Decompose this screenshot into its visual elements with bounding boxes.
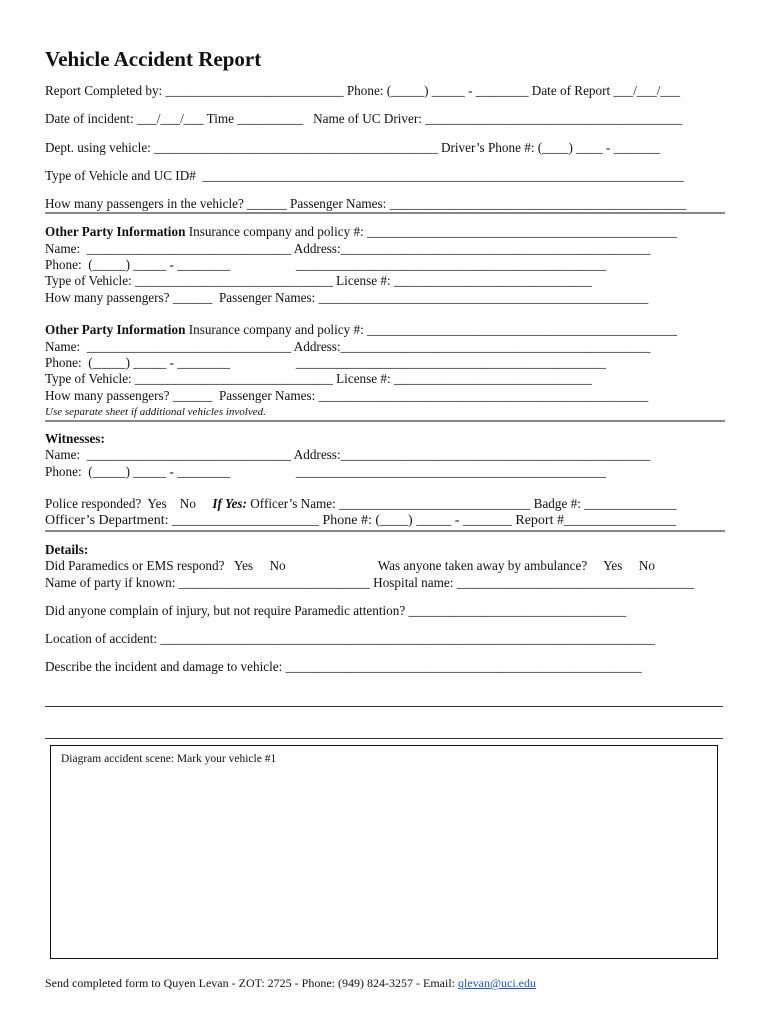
location-line[interactable]: Location of accident: ___________________________________________________________________________ — [45, 631, 655, 646]
section-divider — [45, 530, 725, 532]
witness-name-line[interactable]: Name: _______________________________ Address:_______________________________________________ — [45, 447, 651, 462]
passengers-line[interactable]: How many passengers in the vehicle? ______ Passenger Names: _____________________________________________ — [45, 196, 687, 211]
party-hospital-line[interactable]: Name of party if known: _____________________________ Hospital name: ____________________________________ — [45, 575, 695, 590]
injury-complaint-line[interactable]: Did anyone complain of injury, but not require Paramedic attention? _________________________________ — [45, 603, 627, 618]
party1-phone-line[interactable]: Phone: (_____) _____ - ________ _______________________________________________ — [45, 257, 606, 272]
party2-phone-line[interactable]: Phone: (_____) _____ - ________ _______________________________________________ — [45, 355, 606, 370]
party2-heading: Other Party Information — [45, 322, 186, 337]
party1-vehicle-type-line[interactable]: Type of Vehicle: ______________________________ License #: ______________________________ — [45, 273, 592, 288]
diagram-box[interactable] — [50, 745, 718, 959]
officer-name-field[interactable]: Officer’s Name: _____________________________ Badge #: ______________ — [246, 496, 677, 511]
witness-phone-line[interactable]: Phone: (_____) _____ - ________ _______________________________________________ — [45, 464, 606, 479]
party1-insurance-field[interactable]: Insurance company and policy #: _______________________________________________ — [185, 224, 677, 239]
party2-insurance-line[interactable] — [45, 322, 677, 338]
if-yes-label: If Yes: — [212, 496, 247, 511]
details-heading: Details: — [45, 542, 89, 557]
description-blank-line[interactable] — [45, 706, 723, 707]
diagram-label: Diagram accident scene: Mark your vehicle #1 — [61, 753, 277, 765]
footer-text: Send completed form to Quyen Levan - ZOT: 2725 - Phone: (949) 824-3257 - Email: — [45, 976, 458, 990]
date-of-incident-line[interactable]: Date of incident: ___/___/___ Time __________ Name of UC Driver: _______________________________________ — [45, 111, 683, 126]
party2-name-line[interactable]: Name: _______________________________ Address:_______________________________________________ — [45, 339, 651, 354]
paramedics-line[interactable]: Did Paramedics or EMS respond? Yes No Was anyone taken away by ambulance? Yes No — [45, 558, 655, 573]
description-blank-line[interactable] — [45, 738, 723, 739]
party1-insurance-line[interactable] — [45, 224, 677, 240]
section-divider — [45, 212, 725, 214]
police-responded-line[interactable] — [45, 496, 677, 512]
describe-incident-line[interactable]: Describe the incident and damage to vehicle: ______________________________________________________ — [45, 659, 642, 674]
witnesses-heading: Witnesses: — [45, 431, 105, 446]
footer — [45, 976, 536, 991]
report-completed-line[interactable]: Report Completed by: ___________________________ Phone: (_____) _____ - ________ Date of Report ___/___/___ — [45, 83, 681, 98]
party2-vehicle-type-line[interactable]: Type of Vehicle: ______________________________ License #: ______________________________ — [45, 371, 592, 386]
police-responded-label[interactable]: Police responded? Yes No — [45, 496, 213, 511]
party1-heading: Other Party Information — [45, 224, 186, 239]
officer-department-line[interactable]: Officer’s Department: _____________________ Phone #: (____) _____ - _______ Report #________________ — [45, 513, 676, 528]
party2-passengers-line[interactable]: How many passengers? ______ Passenger Names: __________________________________________________ — [45, 388, 649, 403]
email-link[interactable]: qlevan@uci.edu — [457, 976, 537, 990]
page-title: Vehicle Accident Report — [45, 47, 262, 71]
section-divider — [45, 420, 725, 422]
party1-name-line[interactable]: Name: _______________________________ Address:_______________________________________________ — [45, 241, 651, 256]
separate-sheet-note: Use separate sheet if additional vehicles involved. — [45, 406, 266, 418]
vehicle-type-line[interactable]: Type of Vehicle and UC ID# _________________________________________________________________________ — [45, 168, 684, 183]
dept-vehicle-line[interactable]: Dept. using vehicle: ___________________________________________ Driver’s Phone #: (____) ____ - _______ — [45, 140, 660, 155]
party1-passengers-line[interactable]: How many passengers? ______ Passenger Names: __________________________________________________ — [45, 290, 649, 305]
party2-insurance-field[interactable]: Insurance company and policy #: _______________________________________________ — [185, 322, 677, 337]
